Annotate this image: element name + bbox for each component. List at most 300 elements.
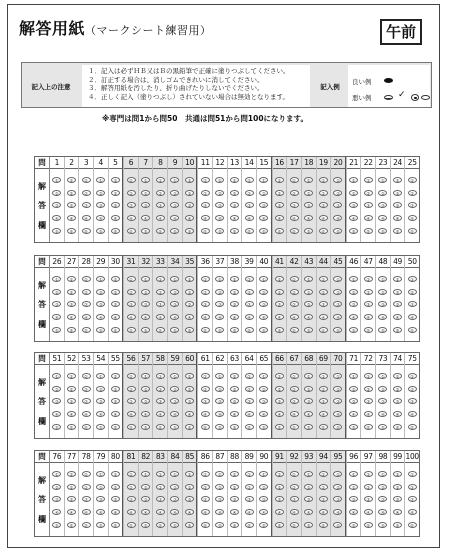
answer-bubble[interactable]: ④ <box>111 314 120 320</box>
answer-bubble[interactable]: ③ <box>111 301 120 307</box>
answer-bubble[interactable]: ⑤ <box>67 424 76 430</box>
answer-bubble[interactable]: ⑤ <box>275 228 284 234</box>
answer-bubble[interactable]: ② <box>333 289 342 295</box>
answer-bubble[interactable]: ② <box>304 484 313 490</box>
answer-bubble[interactable]: ③ <box>408 301 417 307</box>
answer-bubble[interactable]: ④ <box>333 314 342 320</box>
answer-bubble[interactable]: ⑤ <box>52 327 61 333</box>
answer-bubble[interactable]: ② <box>170 484 179 490</box>
answer-bubble[interactable]: ⑤ <box>304 424 313 430</box>
answer-bubble[interactable]: ② <box>127 190 136 196</box>
answer-bubble[interactable]: ③ <box>170 398 179 404</box>
answer-bubble[interactable]: ① <box>259 471 268 477</box>
answer-bubble[interactable]: ① <box>141 177 150 183</box>
answer-bubble[interactable]: ⑤ <box>215 424 224 430</box>
answer-bubble[interactable]: ④ <box>408 215 417 221</box>
answer-bubble[interactable]: ② <box>290 484 299 490</box>
answer-bubble[interactable]: ① <box>82 471 91 477</box>
answer-bubble[interactable]: ④ <box>185 314 194 320</box>
answer-bubble[interactable]: ③ <box>127 398 136 404</box>
answer-bubble[interactable]: ③ <box>393 301 402 307</box>
answer-bubble[interactable]: ⑤ <box>393 327 402 333</box>
answer-bubble[interactable]: ② <box>185 190 194 196</box>
answer-bubble[interactable]: ④ <box>215 411 224 417</box>
answer-bubble[interactable]: ⑤ <box>67 228 76 234</box>
answer-bubble[interactable]: ④ <box>349 411 358 417</box>
answer-bubble[interactable]: ③ <box>349 301 358 307</box>
answer-bubble[interactable]: ① <box>393 373 402 379</box>
answer-bubble[interactable]: ① <box>201 471 210 477</box>
answer-bubble[interactable]: ③ <box>185 202 194 208</box>
answer-bubble[interactable]: ④ <box>185 411 194 417</box>
answer-bubble[interactable]: ① <box>304 276 313 282</box>
answer-bubble[interactable]: ② <box>304 190 313 196</box>
answer-bubble[interactable]: ① <box>185 373 194 379</box>
answer-bubble[interactable]: ⑤ <box>349 522 358 528</box>
answer-bubble[interactable]: ② <box>215 484 224 490</box>
answer-bubble[interactable]: ③ <box>67 202 76 208</box>
answer-bubble[interactable]: ③ <box>215 202 224 208</box>
answer-bubble[interactable]: ① <box>333 471 342 477</box>
answer-bubble[interactable]: ④ <box>408 411 417 417</box>
answer-bubble[interactable]: ⑤ <box>185 424 194 430</box>
answer-bubble[interactable]: ③ <box>408 202 417 208</box>
answer-bubble[interactable]: ④ <box>333 509 342 515</box>
answer-bubble[interactable]: ② <box>304 386 313 392</box>
answer-bubble[interactable]: ④ <box>215 509 224 515</box>
answer-bubble[interactable]: ⑤ <box>127 522 136 528</box>
answer-bubble[interactable]: ③ <box>127 496 136 502</box>
answer-bubble[interactable]: ⑤ <box>230 522 239 528</box>
answer-bubble[interactable]: ① <box>215 177 224 183</box>
answer-bubble[interactable]: ⑤ <box>127 424 136 430</box>
answer-bubble[interactable]: ② <box>393 289 402 295</box>
answer-bubble[interactable]: ② <box>275 386 284 392</box>
answer-bubble[interactable]: ④ <box>170 314 179 320</box>
answer-bubble[interactable]: ⑤ <box>364 228 373 234</box>
answer-bubble[interactable]: ② <box>230 190 239 196</box>
answer-bubble[interactable]: ⑤ <box>111 424 120 430</box>
answer-bubble[interactable]: ⑤ <box>408 228 417 234</box>
answer-bubble[interactable]: ① <box>259 373 268 379</box>
answer-bubble[interactable]: ① <box>96 471 105 477</box>
answer-bubble[interactable]: ④ <box>290 509 299 515</box>
answer-bubble[interactable]: ③ <box>52 398 61 404</box>
answer-bubble[interactable]: ④ <box>170 411 179 417</box>
answer-bubble[interactable]: ② <box>378 289 387 295</box>
answer-bubble[interactable]: ⑤ <box>96 522 105 528</box>
answer-bubble[interactable]: ④ <box>141 314 150 320</box>
answer-bubble[interactable]: ③ <box>230 202 239 208</box>
answer-bubble[interactable]: ⑤ <box>215 522 224 528</box>
answer-bubble[interactable]: ⑤ <box>185 327 194 333</box>
answer-bubble[interactable]: ② <box>319 484 328 490</box>
answer-bubble[interactable]: ⑤ <box>185 522 194 528</box>
answer-bubble[interactable]: ③ <box>275 398 284 404</box>
answer-bubble[interactable]: ③ <box>304 301 313 307</box>
answer-bubble[interactable]: ⑤ <box>408 522 417 528</box>
answer-bubble[interactable]: ⑤ <box>230 228 239 234</box>
answer-bubble[interactable]: ② <box>245 386 254 392</box>
answer-bubble[interactable]: ③ <box>378 202 387 208</box>
answer-bubble[interactable]: ⑤ <box>349 424 358 430</box>
answer-bubble[interactable]: ① <box>319 373 328 379</box>
answer-bubble[interactable]: ④ <box>259 215 268 221</box>
answer-bubble[interactable]: ② <box>170 190 179 196</box>
answer-bubble[interactable]: ④ <box>141 411 150 417</box>
answer-bubble[interactable]: ⑤ <box>170 327 179 333</box>
answer-bubble[interactable]: ④ <box>245 314 254 320</box>
answer-bubble[interactable]: ② <box>290 386 299 392</box>
answer-bubble[interactable]: ⑤ <box>364 424 373 430</box>
answer-bubble[interactable]: ② <box>215 289 224 295</box>
answer-bubble[interactable]: ② <box>52 190 61 196</box>
answer-bubble[interactable]: ③ <box>275 301 284 307</box>
answer-bubble[interactable]: ② <box>215 190 224 196</box>
answer-bubble[interactable]: ② <box>52 386 61 392</box>
answer-bubble[interactable]: ② <box>408 289 417 295</box>
answer-bubble[interactable]: ② <box>141 289 150 295</box>
answer-bubble[interactable]: ② <box>111 484 120 490</box>
answer-bubble[interactable]: ③ <box>364 202 373 208</box>
answer-bubble[interactable]: ③ <box>156 496 165 502</box>
answer-bubble[interactable]: ① <box>67 471 76 477</box>
answer-bubble[interactable]: ⑤ <box>290 522 299 528</box>
answer-bubble[interactable]: ⑤ <box>111 327 120 333</box>
answer-bubble[interactable]: ② <box>156 484 165 490</box>
answer-bubble[interactable]: ② <box>82 386 91 392</box>
answer-bubble[interactable]: ② <box>156 386 165 392</box>
answer-bubble[interactable]: ④ <box>185 215 194 221</box>
answer-bubble[interactable]: ② <box>67 386 76 392</box>
answer-bubble[interactable]: ① <box>52 276 61 282</box>
answer-bubble[interactable]: ① <box>378 177 387 183</box>
answer-bubble[interactable]: ② <box>111 289 120 295</box>
answer-bubble[interactable]: ③ <box>67 301 76 307</box>
answer-bubble[interactable]: ③ <box>349 202 358 208</box>
answer-bubble[interactable]: ① <box>408 373 417 379</box>
answer-bubble[interactable]: ④ <box>127 509 136 515</box>
answer-bubble[interactable]: ④ <box>230 215 239 221</box>
answer-bubble[interactable]: ② <box>245 190 254 196</box>
answer-bubble[interactable]: ⑤ <box>304 228 313 234</box>
answer-bubble[interactable]: ⑤ <box>52 228 61 234</box>
answer-bubble[interactable]: ① <box>364 471 373 477</box>
answer-bubble[interactable]: ② <box>364 190 373 196</box>
answer-bubble[interactable]: ① <box>215 471 224 477</box>
answer-bubble[interactable]: ② <box>201 484 210 490</box>
answer-bubble[interactable]: ① <box>290 177 299 183</box>
answer-bubble[interactable]: ② <box>259 289 268 295</box>
answer-bubble[interactable]: ⑤ <box>364 522 373 528</box>
answer-bubble[interactable]: ③ <box>230 496 239 502</box>
answer-bubble[interactable]: ① <box>67 373 76 379</box>
answer-bubble[interactable]: ① <box>127 373 136 379</box>
answer-bubble[interactable]: ④ <box>52 215 61 221</box>
answer-bubble[interactable]: ③ <box>378 496 387 502</box>
answer-bubble[interactable]: ② <box>230 386 239 392</box>
answer-bubble[interactable]: ① <box>82 373 91 379</box>
answer-bubble[interactable]: ② <box>364 484 373 490</box>
answer-bubble[interactable]: ② <box>408 484 417 490</box>
answer-bubble[interactable]: ⑤ <box>67 522 76 528</box>
answer-bubble[interactable]: ① <box>52 373 61 379</box>
answer-bubble[interactable]: ④ <box>156 215 165 221</box>
answer-bubble[interactable]: ③ <box>333 301 342 307</box>
answer-bubble[interactable]: ① <box>259 276 268 282</box>
answer-bubble[interactable]: ② <box>275 289 284 295</box>
answer-bubble[interactable]: ③ <box>230 301 239 307</box>
answer-bubble[interactable]: ⑤ <box>82 228 91 234</box>
answer-bubble[interactable]: ② <box>111 190 120 196</box>
answer-bubble[interactable]: ⑤ <box>378 522 387 528</box>
answer-bubble[interactable]: ④ <box>82 411 91 417</box>
answer-bubble[interactable]: ④ <box>96 509 105 515</box>
answer-bubble[interactable]: ⑤ <box>245 327 254 333</box>
answer-bubble[interactable]: ⑤ <box>333 327 342 333</box>
answer-bubble[interactable]: ⑤ <box>393 424 402 430</box>
answer-bubble[interactable]: ① <box>215 373 224 379</box>
answer-bubble[interactable]: ② <box>201 386 210 392</box>
answer-bubble[interactable]: ⑤ <box>156 327 165 333</box>
answer-bubble[interactable]: ⑤ <box>201 522 210 528</box>
answer-bubble[interactable]: ① <box>393 276 402 282</box>
answer-bubble[interactable]: ⑤ <box>96 228 105 234</box>
answer-bubble[interactable]: ③ <box>127 202 136 208</box>
answer-bubble[interactable]: ⑤ <box>259 522 268 528</box>
answer-bubble[interactable]: ④ <box>333 215 342 221</box>
answer-bubble[interactable]: ③ <box>215 301 224 307</box>
answer-bubble[interactable]: ④ <box>349 509 358 515</box>
answer-bubble[interactable]: ① <box>111 373 120 379</box>
answer-bubble[interactable]: ② <box>378 386 387 392</box>
answer-bubble[interactable]: ⑤ <box>141 228 150 234</box>
answer-bubble[interactable]: ④ <box>215 215 224 221</box>
answer-bubble[interactable]: ① <box>230 471 239 477</box>
answer-bubble[interactable]: ② <box>333 386 342 392</box>
answer-bubble[interactable]: ④ <box>230 509 239 515</box>
answer-bubble[interactable]: ③ <box>319 301 328 307</box>
answer-bubble[interactable]: ③ <box>96 398 105 404</box>
answer-bubble[interactable]: ② <box>96 289 105 295</box>
answer-bubble[interactable]: ⑤ <box>52 522 61 528</box>
answer-bubble[interactable]: ③ <box>185 301 194 307</box>
answer-bubble[interactable]: ② <box>111 386 120 392</box>
answer-bubble[interactable]: ③ <box>364 301 373 307</box>
answer-bubble[interactable]: ④ <box>170 215 179 221</box>
answer-bubble[interactable]: ② <box>333 190 342 196</box>
answer-bubble[interactable]: ⑤ <box>408 327 417 333</box>
answer-bubble[interactable]: ① <box>319 177 328 183</box>
answer-bubble[interactable]: ② <box>82 484 91 490</box>
answer-bubble[interactable]: ③ <box>245 202 254 208</box>
answer-bubble[interactable]: ④ <box>378 215 387 221</box>
answer-bubble[interactable]: ① <box>52 177 61 183</box>
answer-bubble[interactable]: ⑤ <box>111 228 120 234</box>
answer-bubble[interactable]: ⑤ <box>141 522 150 528</box>
answer-bubble[interactable]: ④ <box>378 411 387 417</box>
answer-bubble[interactable]: ③ <box>245 398 254 404</box>
answer-bubble[interactable]: ② <box>393 190 402 196</box>
answer-bubble[interactable]: ⑤ <box>111 522 120 528</box>
answer-bubble[interactable]: ① <box>170 276 179 282</box>
answer-bubble[interactable]: ③ <box>259 398 268 404</box>
answer-bubble[interactable]: ① <box>141 471 150 477</box>
answer-bubble[interactable]: ② <box>185 289 194 295</box>
answer-bubble[interactable]: ⑤ <box>82 327 91 333</box>
answer-bubble[interactable]: ④ <box>349 215 358 221</box>
answer-bubble[interactable]: ⑤ <box>259 228 268 234</box>
answer-bubble[interactable]: ② <box>349 289 358 295</box>
answer-bubble[interactable]: ⑤ <box>67 327 76 333</box>
answer-bubble[interactable]: ④ <box>230 314 239 320</box>
answer-bubble[interactable]: ② <box>127 484 136 490</box>
answer-bubble[interactable]: ① <box>378 373 387 379</box>
answer-bubble[interactable]: ③ <box>290 202 299 208</box>
answer-bubble[interactable]: ⑤ <box>245 522 254 528</box>
answer-bubble[interactable]: ③ <box>52 301 61 307</box>
answer-bubble[interactable]: ③ <box>156 398 165 404</box>
answer-bubble[interactable]: ③ <box>82 398 91 404</box>
answer-bubble[interactable]: ② <box>408 386 417 392</box>
answer-bubble[interactable]: ③ <box>215 398 224 404</box>
answer-bubble[interactable]: ② <box>185 386 194 392</box>
answer-bubble[interactable]: ③ <box>290 496 299 502</box>
answer-bubble[interactable]: ⑤ <box>393 228 402 234</box>
answer-bubble[interactable]: ③ <box>378 301 387 307</box>
answer-bubble[interactable]: ② <box>364 386 373 392</box>
answer-bubble[interactable]: ① <box>127 177 136 183</box>
answer-bubble[interactable]: ④ <box>364 215 373 221</box>
answer-bubble[interactable]: ④ <box>408 314 417 320</box>
answer-bubble[interactable]: ⑤ <box>52 424 61 430</box>
answer-bubble[interactable]: ② <box>52 484 61 490</box>
answer-bubble[interactable]: ① <box>349 276 358 282</box>
answer-bubble[interactable]: ① <box>111 177 120 183</box>
answer-bubble[interactable]: ① <box>333 177 342 183</box>
answer-bubble[interactable]: ③ <box>111 496 120 502</box>
answer-bubble[interactable]: ③ <box>201 301 210 307</box>
answer-bubble[interactable]: ① <box>170 177 179 183</box>
answer-bubble[interactable]: ② <box>349 386 358 392</box>
answer-bubble[interactable]: ① <box>96 276 105 282</box>
answer-bubble[interactable]: ③ <box>245 496 254 502</box>
answer-bubble[interactable]: ① <box>378 471 387 477</box>
answer-bubble[interactable]: ② <box>67 190 76 196</box>
answer-bubble[interactable]: ③ <box>96 301 105 307</box>
answer-bubble[interactable]: ④ <box>156 314 165 320</box>
answer-bubble[interactable]: ① <box>141 276 150 282</box>
answer-bubble[interactable]: ⑤ <box>201 424 210 430</box>
answer-bubble[interactable]: ① <box>333 373 342 379</box>
answer-bubble[interactable]: ① <box>304 471 313 477</box>
answer-bubble[interactable]: ⑤ <box>275 424 284 430</box>
answer-bubble[interactable]: ③ <box>215 496 224 502</box>
answer-bubble[interactable]: ③ <box>67 496 76 502</box>
answer-bubble[interactable]: ④ <box>319 215 328 221</box>
answer-bubble[interactable]: ① <box>185 177 194 183</box>
answer-bubble[interactable]: ① <box>156 177 165 183</box>
answer-bubble[interactable]: ③ <box>170 496 179 502</box>
answer-bubble[interactable]: ① <box>304 177 313 183</box>
answer-bubble[interactable]: ③ <box>364 398 373 404</box>
answer-bubble[interactable]: ⑤ <box>245 424 254 430</box>
answer-bubble[interactable]: ④ <box>364 411 373 417</box>
answer-bubble[interactable]: ④ <box>170 509 179 515</box>
answer-bubble[interactable]: ⑤ <box>141 327 150 333</box>
answer-bubble[interactable]: ④ <box>319 509 328 515</box>
answer-bubble[interactable]: ① <box>127 276 136 282</box>
answer-bubble[interactable]: ② <box>201 190 210 196</box>
answer-bubble[interactable]: ⑤ <box>408 424 417 430</box>
answer-bubble[interactable]: ② <box>349 190 358 196</box>
answer-bubble[interactable]: ① <box>230 276 239 282</box>
answer-bubble[interactable]: ② <box>259 190 268 196</box>
answer-bubble[interactable]: ③ <box>333 496 342 502</box>
answer-bubble[interactable]: ③ <box>393 202 402 208</box>
answer-bubble[interactable]: ① <box>52 471 61 477</box>
answer-bubble[interactable]: ④ <box>215 314 224 320</box>
answer-bubble[interactable]: ③ <box>393 496 402 502</box>
answer-bubble[interactable]: ④ <box>67 411 76 417</box>
answer-bubble[interactable]: ③ <box>127 301 136 307</box>
answer-bubble[interactable]: ① <box>319 471 328 477</box>
answer-bubble[interactable]: ② <box>127 386 136 392</box>
answer-bubble[interactable]: ③ <box>141 496 150 502</box>
answer-bubble[interactable]: ① <box>156 373 165 379</box>
answer-bubble[interactable]: ⑤ <box>275 522 284 528</box>
answer-bubble[interactable]: ① <box>393 177 402 183</box>
answer-bubble[interactable]: ① <box>275 276 284 282</box>
answer-bubble[interactable]: ④ <box>52 509 61 515</box>
answer-bubble[interactable]: ② <box>156 190 165 196</box>
answer-bubble[interactable]: ④ <box>275 215 284 221</box>
answer-bubble[interactable]: ② <box>245 484 254 490</box>
answer-bubble[interactable]: ① <box>82 276 91 282</box>
answer-bubble[interactable]: ③ <box>82 202 91 208</box>
answer-bubble[interactable]: ④ <box>111 215 120 221</box>
answer-bubble[interactable]: ③ <box>185 496 194 502</box>
answer-bubble[interactable]: ④ <box>111 411 120 417</box>
answer-bubble[interactable]: ① <box>82 177 91 183</box>
answer-bubble[interactable]: ③ <box>393 398 402 404</box>
answer-bubble[interactable]: ① <box>378 276 387 282</box>
answer-bubble[interactable]: ③ <box>156 301 165 307</box>
answer-bubble[interactable]: ① <box>245 177 254 183</box>
answer-bubble[interactable]: ② <box>170 386 179 392</box>
answer-bubble[interactable]: ③ <box>201 496 210 502</box>
answer-bubble[interactable]: ④ <box>82 314 91 320</box>
answer-bubble[interactable]: ④ <box>156 509 165 515</box>
answer-bubble[interactable]: ④ <box>349 314 358 320</box>
answer-bubble[interactable]: ⑤ <box>304 522 313 528</box>
answer-bubble[interactable]: ② <box>141 386 150 392</box>
answer-bubble[interactable]: ④ <box>111 509 120 515</box>
answer-bubble[interactable]: ⑤ <box>170 522 179 528</box>
answer-bubble[interactable]: ⑤ <box>156 228 165 234</box>
answer-bubble[interactable]: ① <box>67 276 76 282</box>
answer-bubble[interactable]: ⑤ <box>215 228 224 234</box>
answer-bubble[interactable]: ① <box>349 177 358 183</box>
answer-bubble[interactable]: ② <box>127 289 136 295</box>
answer-bubble[interactable]: ① <box>290 276 299 282</box>
answer-bubble[interactable]: ③ <box>67 398 76 404</box>
answer-bubble[interactable]: ⑤ <box>156 522 165 528</box>
answer-bubble[interactable]: ⑤ <box>230 424 239 430</box>
answer-bubble[interactable]: ④ <box>245 509 254 515</box>
answer-bubble[interactable]: ② <box>185 484 194 490</box>
answer-bubble[interactable]: ④ <box>319 314 328 320</box>
